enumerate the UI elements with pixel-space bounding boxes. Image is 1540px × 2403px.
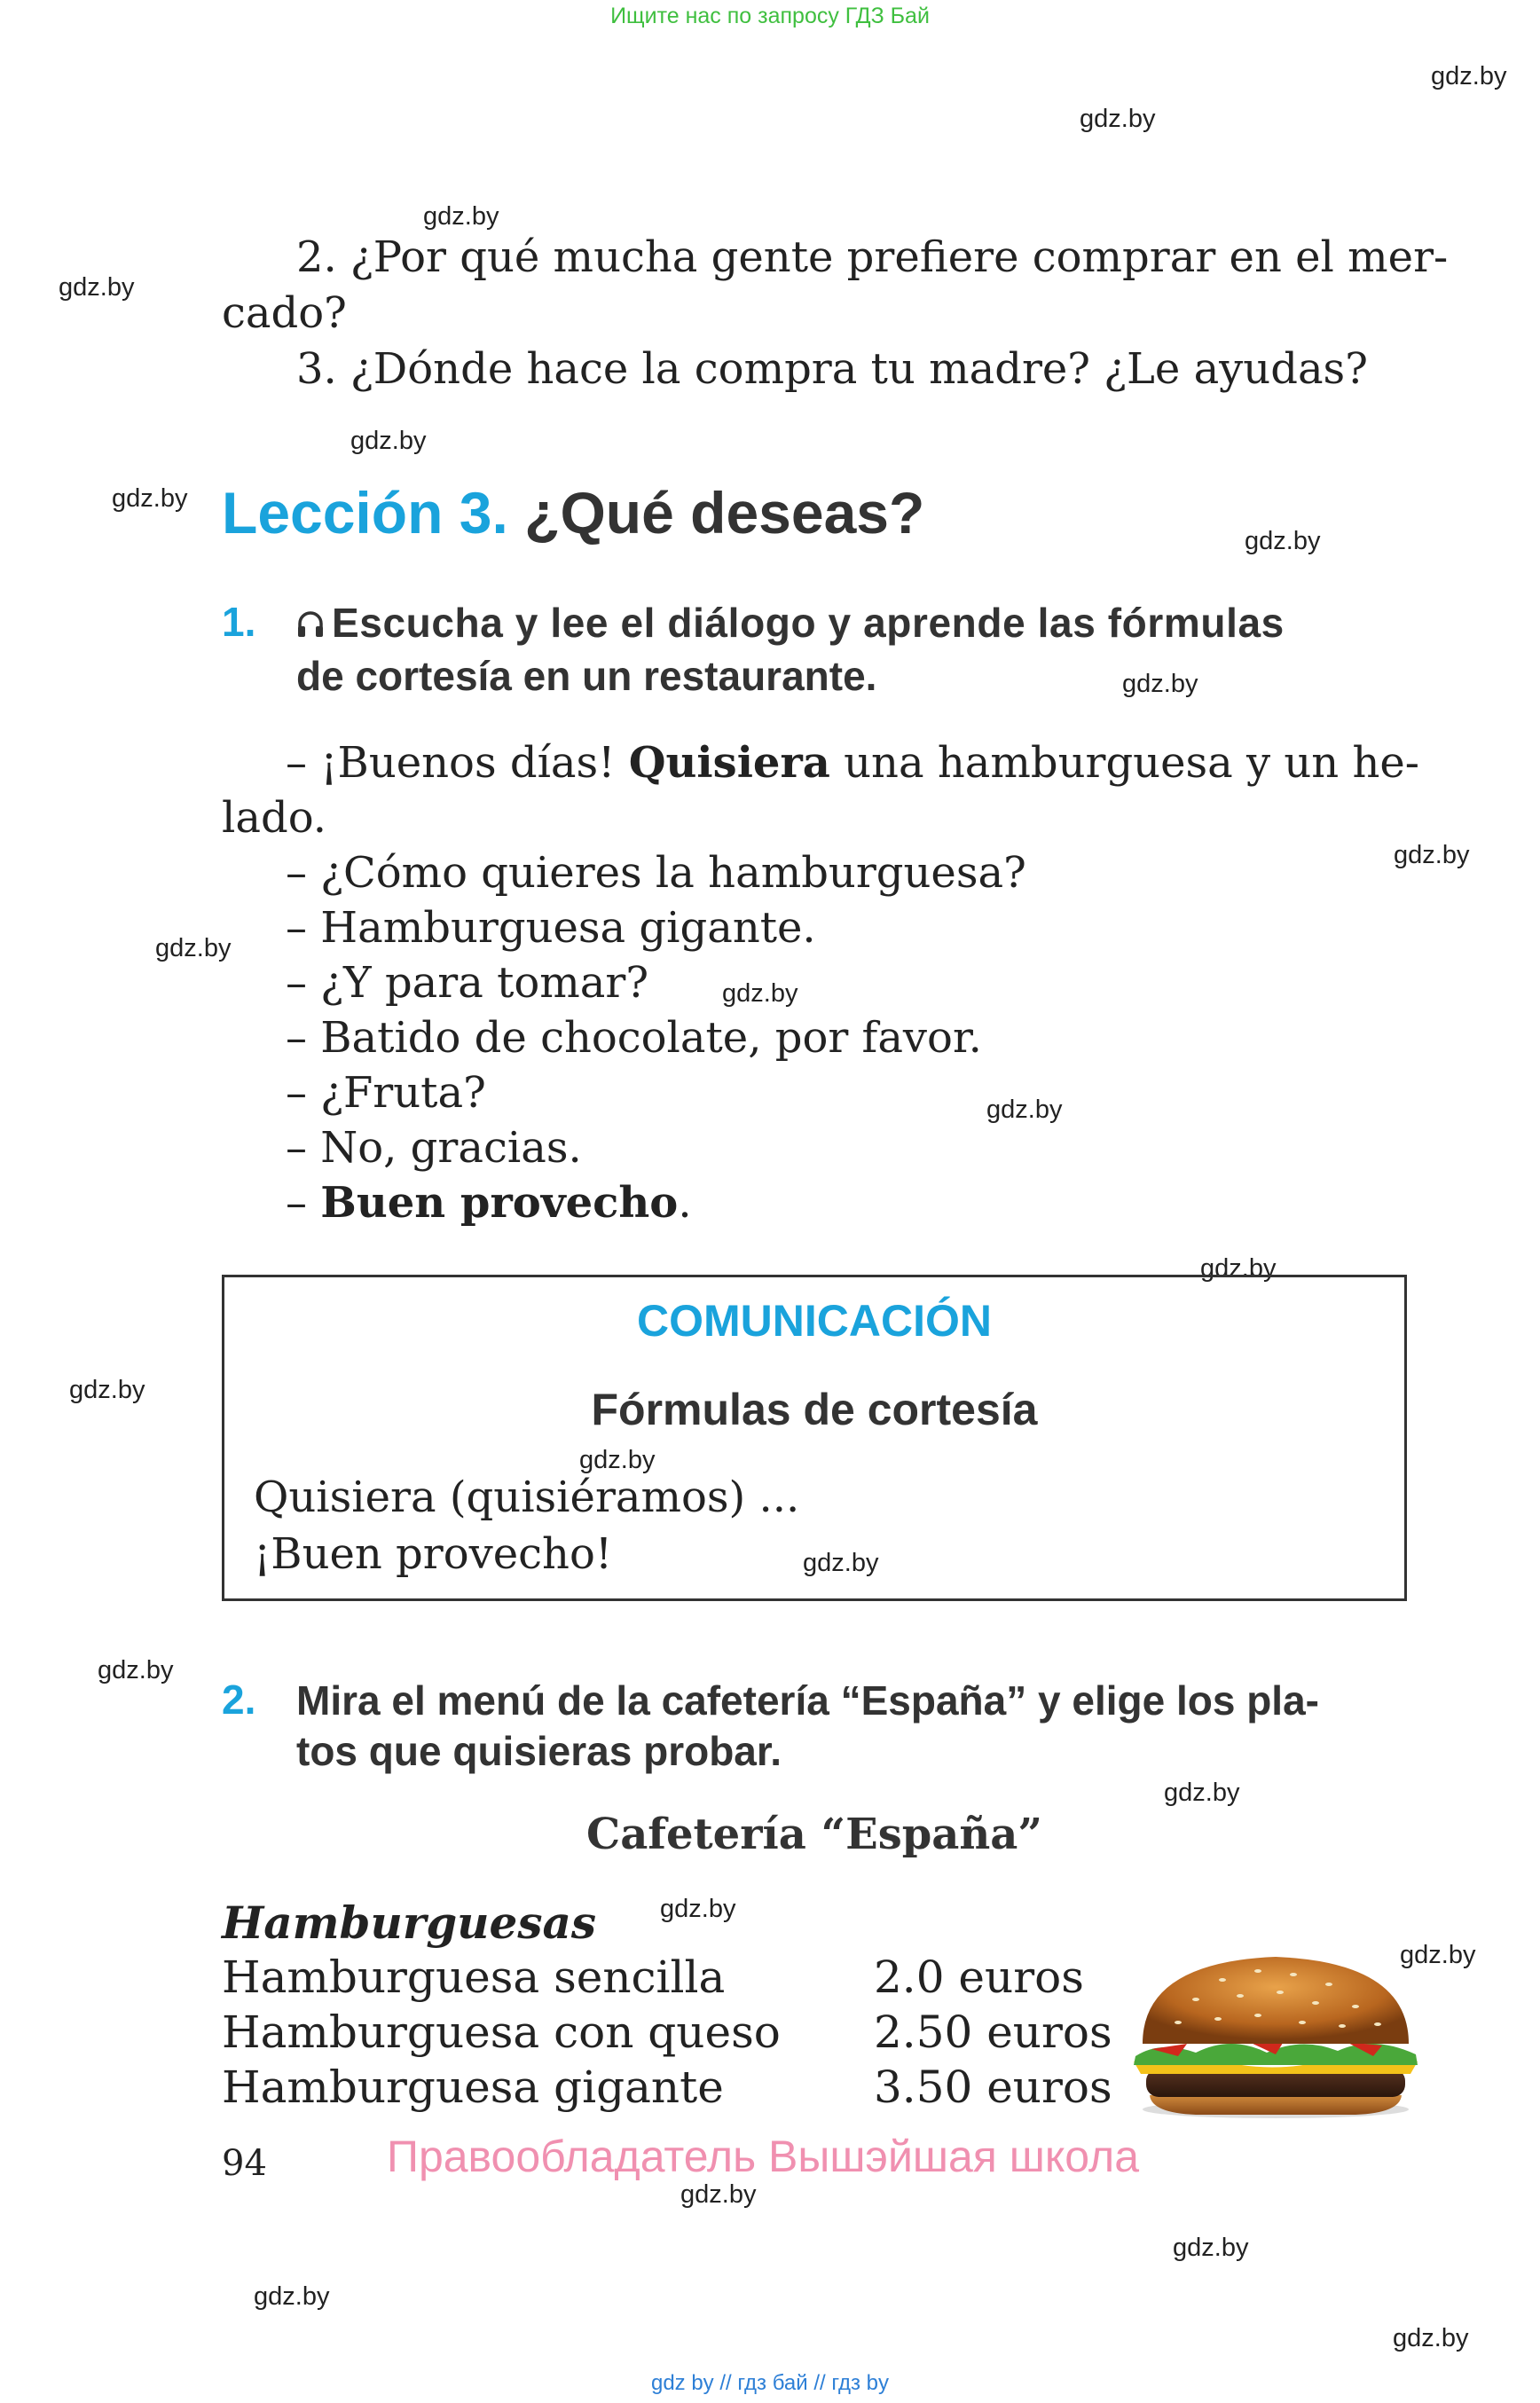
dialogue-line-2: – ¿Cómo quieres la hamburguesa?: [286, 848, 1026, 898]
watermark: gdz.by: [579, 1446, 656, 1474]
dialogue-line-8-end: .: [678, 1178, 692, 1228]
communication-subheading: Fórmulas de cortesía: [591, 1385, 1038, 1434]
watermark: gdz.by: [423, 202, 499, 231]
dialogue-line-5: – Batido de chocolate, por favor.: [286, 1013, 982, 1063]
copyright-notice: Правообладатель Вышэйшая школа: [387, 2132, 1139, 2181]
task-1-number: 1.: [222, 599, 256, 645]
watermark: gdz.by: [254, 2282, 330, 2311]
question-2-line-2: cado?: [222, 288, 347, 338]
watermark: gdz.by: [112, 484, 188, 513]
watermark: gdz.by: [722, 979, 798, 1008]
communication-box: [222, 1275, 1407, 1601]
watermark: gdz.by: [98, 1656, 174, 1684]
dialogue-line-8-dash: –: [286, 1178, 321, 1228]
watermark: gdz.by: [59, 273, 135, 302]
task-1-instruction: [296, 598, 1407, 702]
watermark: gdz.by: [803, 1549, 879, 1577]
page-number: 94: [222, 2143, 267, 2184]
menu-section-title: Hamburguesas: [222, 1896, 597, 1949]
communication-heading: COMUNICACIÓN: [637, 1296, 992, 1346]
watermark: gdz.by: [155, 934, 232, 962]
task-2-number: 2.: [222, 1677, 256, 1723]
lesson-number: Lección 3.: [222, 480, 508, 546]
task-2-instruction: [296, 1676, 1423, 1777]
task-2-line-2: tos que quisieras probar.: [296, 1728, 782, 1774]
watermark: gdz.by: [1122, 670, 1198, 698]
task-2-line-1: Mira el menú de la cafetería “España” y elige los pla-: [296, 1677, 1319, 1724]
dialogue-line-4: – ¿Y para tomar?: [286, 958, 649, 1008]
task-1-line-1: Escucha y lee el diálogo y aprende las fórmulas: [332, 600, 1285, 646]
menu-item-name: Hamburguesa sencilla: [222, 1951, 726, 2003]
watermark: gdz.by: [1245, 527, 1321, 555]
dialogue-line-1: [286, 738, 1419, 788]
communication-line-2: ¡Buen provecho!: [254, 1529, 613, 1579]
dialogue-line-3: – Hamburguesa gigante.: [286, 903, 816, 953]
watermark: gdz.by: [69, 1376, 145, 1404]
question-3: 3. ¿Dónde hace la compra tu madre? ¿Le ayudas?: [296, 344, 1368, 394]
communication-line-1: Quisiera (quisiéramos) ...: [254, 1472, 800, 1522]
watermark: gdz.by: [1394, 841, 1470, 869]
watermark: gdz.by: [986, 1095, 1063, 1124]
watermark: gdz.by: [1431, 62, 1507, 90]
hamburger-image: [1125, 1936, 1426, 2122]
task-1-line-2: de cortesía en un restaurante.: [296, 653, 877, 699]
watermark: gdz.by: [1200, 1254, 1277, 1283]
menu-title: Cafetería “España”: [585, 1810, 1043, 1859]
menu-item-name: Hamburguesa gigante: [222, 2061, 724, 2113]
dialogue-line-1-cont: lado.: [222, 793, 327, 843]
menu-item-price: 2.0 euros: [874, 1951, 1084, 2003]
watermark: gdz.by: [350, 427, 427, 455]
headphones-icon[interactable]: [296, 601, 325, 651]
question-2-line-1: 2. ¿Por qué mucha gente prefiere comprar en el mer-: [296, 232, 1449, 282]
dialogue-line-1-start: – ¡Buenos días!: [286, 738, 629, 788]
lesson-name: ¿Qué deseas?: [524, 480, 925, 546]
top-search-link[interactable]: Ищите нас по запросу ГДЗ Бай: [610, 4, 930, 28]
watermark: gdz.by: [1080, 105, 1156, 133]
watermark: gdz.by: [1173, 2234, 1249, 2262]
watermark: gdz.by: [1164, 1779, 1240, 1807]
menu-item-price: 2.50 euros: [874, 2006, 1112, 2058]
dialogue-bold-quisiera: Quisiera: [628, 738, 830, 788]
dialogue-line-1-rest: una hamburguesa y un he-: [829, 738, 1420, 788]
watermark: gdz.by: [1400, 1941, 1476, 1969]
lesson-title: [222, 479, 924, 546]
dialogue-line-6: – ¿Fruta?: [286, 1068, 486, 1118]
watermark: gdz.by: [1393, 2324, 1469, 2352]
dialogue-bold-buen-provecho: Buen provecho: [320, 1178, 679, 1228]
watermark: gdz.by: [680, 2180, 757, 2209]
menu-item-name: Hamburguesa con queso: [222, 2006, 781, 2058]
dialogue-line-7: – No, gracias.: [286, 1123, 582, 1173]
menu-item-price: 3.50 euros: [874, 2061, 1112, 2113]
bottom-links[interactable]: gdz by // гдз бай // гдз by: [650, 2371, 890, 2395]
dialogue-line-8: [286, 1178, 692, 1228]
watermark: gdz.by: [660, 1895, 736, 1923]
